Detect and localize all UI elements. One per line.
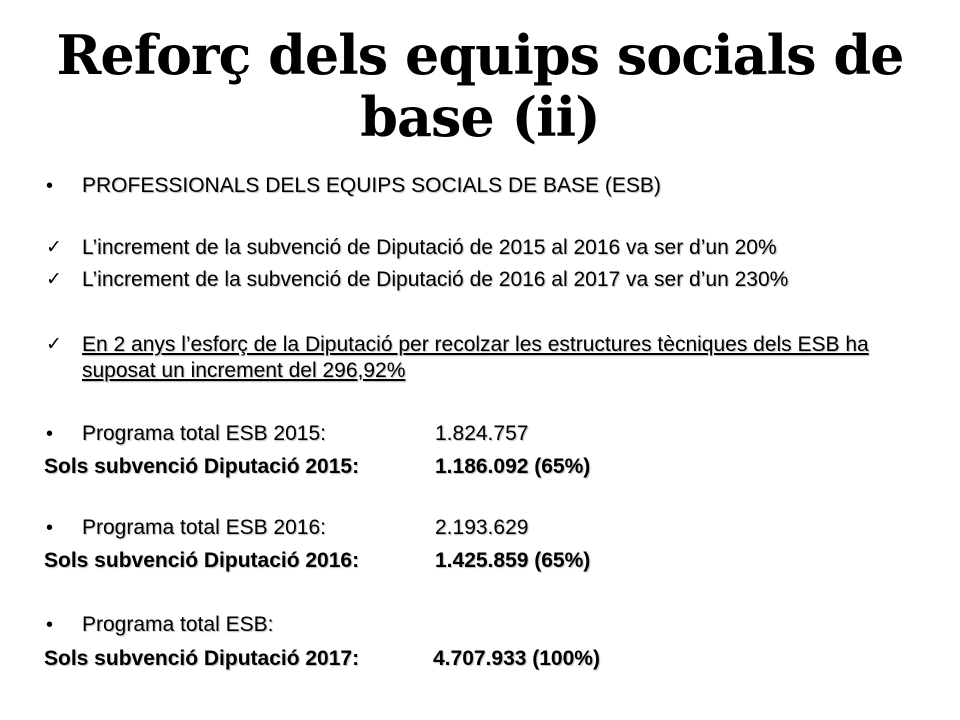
subsidy-value-2015: 1.186.092 (65%) xyxy=(435,455,591,478)
checkmark-icon: ✓ xyxy=(46,269,62,290)
subsidy-value-2017: 4.707.933 (100%) xyxy=(433,647,600,670)
program-label-2017: Programa total ESB: xyxy=(82,613,274,636)
bullet-dot-icon: • xyxy=(46,517,54,539)
check-item-3: En 2 anys l’esforç de la Diputació per recolzar les estructures tècniques dels ESB ha suposat un increment del 296,92% xyxy=(82,333,869,382)
program-label-2015: Programa total ESB 2015: xyxy=(82,422,326,445)
program-value-2015: 1.824.757 xyxy=(435,422,529,445)
subsidy-label-2017: Sols subvenció Diputació 2017: xyxy=(44,647,360,670)
check-item-1: L’increment de la subvenció de Diputació de 2015 al 2016 va ser d’un 20% xyxy=(82,236,777,259)
check-item-2: L’increment de la subvenció de Diputació de 2016 al 2017 va ser d’un 230% xyxy=(82,268,789,291)
subsidy-value-2016: 1.425.859 (65%) xyxy=(435,549,591,572)
bullet-dot-icon: • xyxy=(46,614,54,636)
checkmark-icon: ✓ xyxy=(46,334,62,355)
slide-title: Reforç dels equips socials de base (ii) xyxy=(56,23,904,149)
heading-item: PROFESSIONALS DELS EQUIPS SOCIALS DE BASE (ESB) xyxy=(82,174,661,197)
checkmark-icon: ✓ xyxy=(46,237,62,258)
bullet-dot-icon: • xyxy=(46,175,54,197)
program-label-2016: Programa total ESB 2016: xyxy=(82,516,326,539)
program-value-2016: 2.193.629 xyxy=(435,516,529,539)
bullet-dot-icon: • xyxy=(46,423,54,445)
subsidy-label-2016: Sols subvenció Diputació 2016: xyxy=(44,549,360,572)
subsidy-label-2015: Sols subvenció Diputació 2015: xyxy=(44,455,360,478)
